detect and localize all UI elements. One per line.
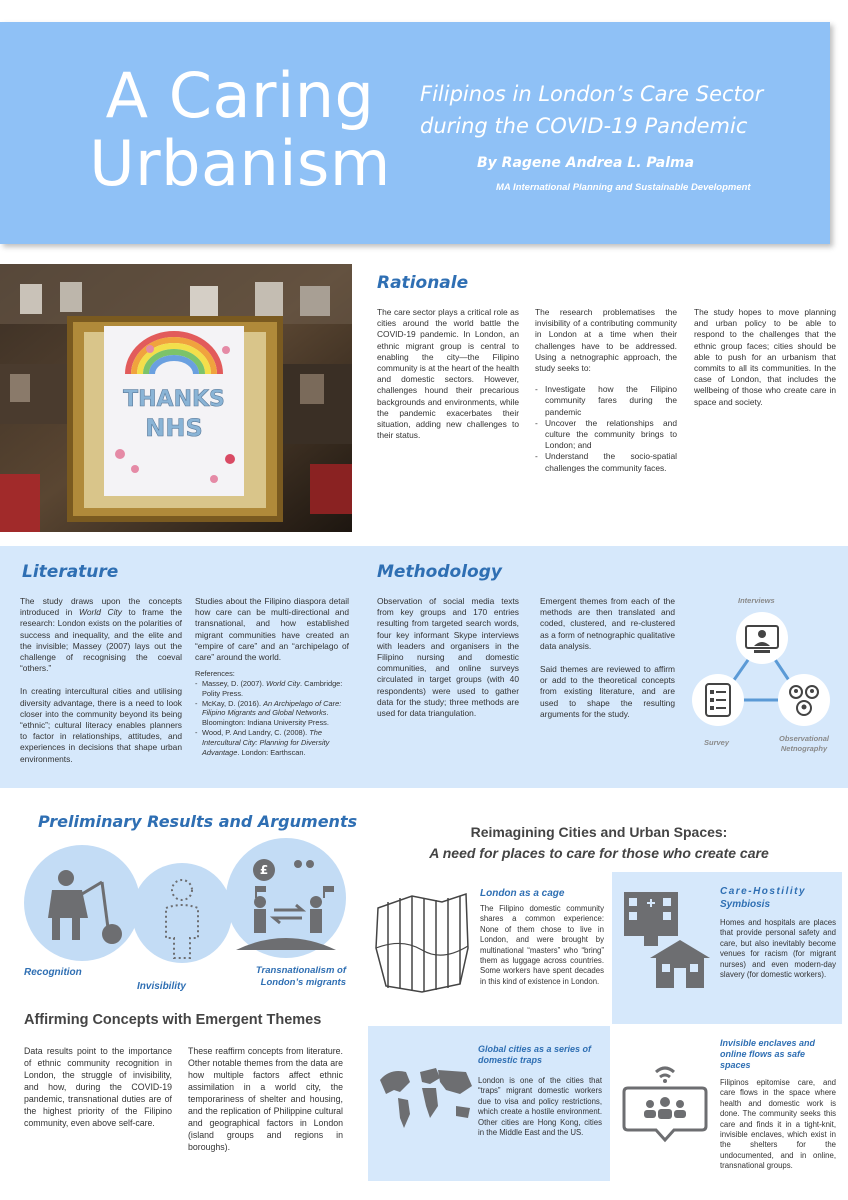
methodology-heading: Methodology bbox=[377, 562, 502, 582]
literature-heading: Literature bbox=[22, 562, 119, 582]
sign-nhs-text: NHS bbox=[145, 414, 203, 442]
references-list bbox=[195, 679, 349, 757]
degree-name: MA International Planning and Sustainable Development bbox=[496, 182, 751, 193]
cage-card bbox=[368, 872, 610, 1024]
methodology-paragraph-2: Said themes are reviewed to affirm or add to the theoretical concepts from existing literature, and are used to shape the resulting arguments for the study. bbox=[540, 664, 675, 719]
poster-subtitle bbox=[420, 78, 763, 142]
reference-item: - McKay, D. (2016). An Archipelago of Care: Filipino Migrants and Global Networks. Bloomington: Indiana University Press. bbox=[195, 699, 349, 728]
list-item: - Investigate how the Filipino community fares during the pandemic bbox=[535, 384, 677, 418]
reimagining-subheading: A need for places to care for those who create care bbox=[429, 845, 769, 861]
literature-paragraph-3: Studies about the Filipino diaspora detail how care can be multi-directional and transnational, and how established migrant communities have created an “empire of care” and an “archipelago of care” around the world. bbox=[195, 596, 349, 663]
care-title-2: Symbiosis bbox=[720, 899, 771, 910]
reference-item: - Massey, D. (2007). World City. Cambridge: Polity Press. bbox=[195, 679, 349, 699]
literature-paragraph-2: In creating intercultural cities and utilising diversity advantage, there is a need to look closer into the community beyond its being “ethnic”; cultural literacy enables planners to factor in relationships, attitudes, and experiences in decisions that shape urban environments. bbox=[20, 686, 182, 764]
methodology-col-1: Observation of social media texts from key groups and 170 entries resulting from targeted search words, four key informant Skype interviews with leaders and organisers in the Filipino nursing and domestic communities, and online surveys circulated in target groups (with 40 respondents) were used to gather data for the study; three methods are used for data triangulation. bbox=[377, 596, 519, 719]
rationale-col-2 bbox=[535, 307, 677, 474]
hospital-home-icon bbox=[620, 888, 710, 998]
rationale-objectives-list bbox=[535, 384, 677, 474]
methodology-col-2 bbox=[540, 596, 675, 720]
references-label: References: bbox=[195, 669, 235, 679]
subtitle-line-1: Filipinos in London’s Care Sector bbox=[420, 82, 764, 106]
list-item: - Understand the socio-spatial challenges the community faces. bbox=[535, 451, 677, 473]
pound-icon: £ bbox=[259, 863, 269, 877]
global-cities-card bbox=[368, 1026, 610, 1181]
reference-item: - Wood, P. And Landry, C. (2008). The Intercultural City: Planning for Diversity Advantage. London: Earthscan. bbox=[195, 728, 349, 757]
recognition-label: Recognition bbox=[24, 967, 82, 978]
literature-paragraph-1: The study draws upon the concepts introduced in World City to frame the research: London exists on the polarities of success and inequality, and the elite and the invisible; Massey (2007) lays out the challenge of recognising the coeval “others.” bbox=[20, 596, 182, 674]
title-line-1: A Caring bbox=[105, 59, 375, 132]
affirming-col-1: Data results point to the importance of ethnic community recognition in London, the struggle of invisibility, and how, during the COVID-19 pandemic, transnational duties are of the highest priority of the Filipino community, even above self-care. bbox=[24, 1046, 172, 1128]
online-group-icon bbox=[620, 1060, 710, 1150]
care-title-1: Care-Hostility bbox=[720, 886, 807, 897]
interviews-label: Interviews bbox=[738, 596, 775, 605]
enclaves-title: Invisible enclaves and online flows as safe spaces bbox=[720, 1038, 816, 1070]
survey-label: Survey bbox=[704, 738, 730, 747]
list-item: - Uncover the relationships and culture the community brings to London; and bbox=[535, 418, 677, 452]
invisibility-label: Invisibility bbox=[137, 981, 186, 992]
care-text: Homes and hospitals are places that provide personal safety and care, but also inevitably become venues for racism (for migrant nurses) and even modern-day slavery (for domestic workers). bbox=[720, 918, 836, 980]
rationale-intro: The research problematises the invisibility of a contributing community in London at a time when their challenges have to be addressed. Using a netnographic approach, the study seeks to: bbox=[535, 307, 677, 374]
rationale-heading: Rationale bbox=[377, 273, 469, 293]
rationale-col-1: The care sector plays a critical role as cities around the world battle the COVID-19 pandemic. In London, an ethnic migrant group is central to enabling the city—the Filipino community is at the heart of the health and domestic sectors. However, challenges hound their precarious backgrounds and environments, while the pandemic exacerbates their situation, adding new challenges to their status. bbox=[377, 307, 519, 441]
affirming-col-2: These reaffirm concepts from literature. Other notable themes from the data are how multiple factors affect ethnic assimilation in a world city, the temporariness of shelter and housing, and the replication of Philippine cultural and geographical factors in London (island groups and regions in boroughs). bbox=[188, 1046, 343, 1152]
results-concepts-graphic bbox=[20, 838, 350, 968]
affirming-heading: Affirming Concepts with Emergent Themes bbox=[24, 1012, 322, 1028]
poster-title bbox=[70, 59, 410, 200]
triangulation-diagram bbox=[690, 590, 840, 760]
cage-map-icon bbox=[372, 888, 472, 998]
thanks-nhs-photo bbox=[0, 264, 352, 532]
netnography-label: Observational Netnography bbox=[778, 734, 830, 753]
sign-thanks-text: THANKS bbox=[123, 387, 225, 412]
methodology-paragraph-1: Emergent themes from each of the methods are then translated and coded, clustered, and re-clustered as a form of netnographic qualitative data analysis. bbox=[540, 596, 676, 651]
cage-title: London as a cage bbox=[480, 888, 565, 899]
global-text: London is one of the cities that “traps” migrant domestic workers due to visa and policy restrictions, which create a hostile environment. Other cities are Hong Kong, cities in the Middle East and the US. bbox=[478, 1076, 602, 1138]
enclaves-text: Filipinos epitomise care, and care flows in the space where health and domestic work is done. The community seeks this care and finds it in a tight-knit, invisible enclaves, which exist in the shelters for the undocumented, and in online, transnational groups. bbox=[720, 1078, 836, 1171]
header-banner bbox=[0, 22, 830, 244]
literature-col-2 bbox=[195, 596, 349, 757]
subtitle-line-2: during the COVID-19 Pandemic bbox=[420, 114, 748, 138]
transnationalism-label: Transnationalism of London’s migrants bbox=[255, 965, 346, 988]
rationale-col-3: The study hopes to move planning and urban policy to be able to respond to the challenges that the ethnic group faces; cities should be able to push for an urbanism that commits to all its communities. In the case of London, that includes the wellbeing of those who create care in space and society. bbox=[694, 307, 836, 407]
global-title: Global cities as a series of domestic traps bbox=[478, 1044, 592, 1065]
window-photo-illustration bbox=[0, 264, 352, 532]
cage-text: The Filipino domestic community shares a common experience: None of them chose to live in London, and were brought by multinational “masters” who “bring” them as luggage across countries. Some workers have spent decades in this kind of existence in London. bbox=[480, 904, 604, 986]
reimagining-heading: Reimagining Cities and Urban Spaces: bbox=[470, 824, 728, 840]
title-line-2: Urbanism bbox=[89, 127, 391, 200]
results-heading: Preliminary Results and Arguments bbox=[38, 812, 358, 831]
author-name: By Ragene Andrea L. Palma bbox=[477, 155, 695, 171]
world-map-icon bbox=[376, 1062, 476, 1132]
literature-col-1 bbox=[20, 596, 182, 765]
enclaves-card bbox=[612, 1026, 842, 1181]
care-hostility-card bbox=[612, 872, 842, 1024]
